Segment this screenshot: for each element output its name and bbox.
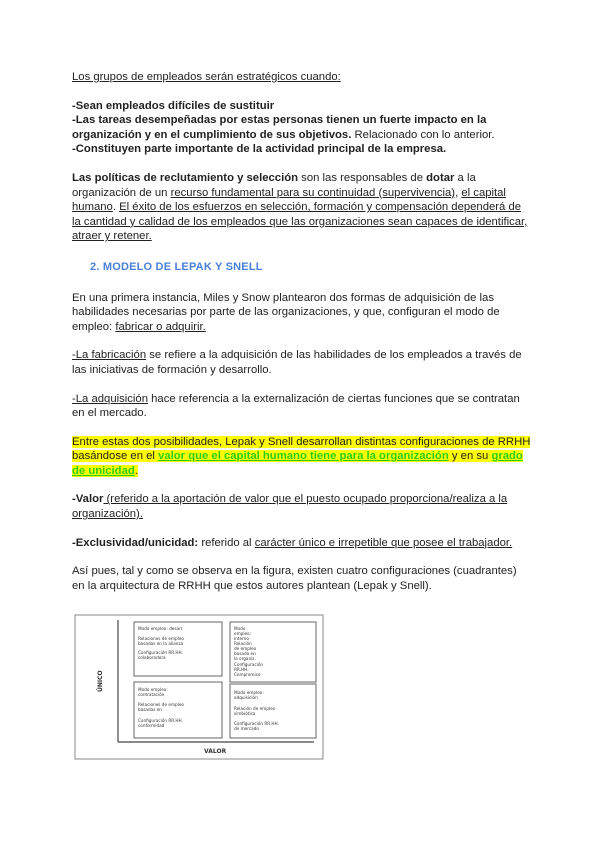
instance-underlined: fabricar o adquirir. <box>115 320 206 333</box>
q2-line: interno <box>234 636 249 641</box>
q4-line: Configuración RR.HH. <box>234 721 279 726</box>
intro-text: Los grupos de empleados serán estratégicos cuando: <box>72 71 341 83</box>
y-axis-label: ÚNICO <box>97 670 104 692</box>
q1-line: Configuración RR.HH. <box>138 650 183 655</box>
instance-paragraph <box>72 291 532 335</box>
q3-line: Relaciones de empleo <box>138 702 184 707</box>
document-page <box>72 70 532 593</box>
highlight-green-2: grado de unicidad <box>72 450 523 477</box>
highlight-a: Entre estas dos posibilidades, Lepak y Snell desarrollan distintas configuraciones de RRHH basándose en el <box>72 435 531 463</box>
bullet-3 <box>72 142 532 157</box>
highlight-paragraph <box>72 435 532 479</box>
exclusividad-paragraph <box>72 536 532 551</box>
lepak-snell-figure <box>74 614 324 760</box>
policies-d: . <box>112 201 120 214</box>
intro-line <box>72 70 532 85</box>
section-heading: 2. MODELO DE LEPAK Y SNELL <box>90 260 263 273</box>
highlight-green-1: valor que el capital humano tiene para la organización <box>158 450 449 463</box>
policies-paragraph <box>72 171 532 244</box>
figure-border <box>75 615 323 759</box>
policies-u1: recurso fundamental para su continuidad (supervivencia) <box>170 186 456 199</box>
x-axis-label: VALOR <box>204 748 227 755</box>
bullet-2-rest: Relacionado con lo anterior. <box>351 128 495 141</box>
q4-line: simbiótica <box>234 711 256 716</box>
bullet-1-text: -Sean empleados difíciles de sustituir <box>72 99 275 112</box>
fabricacion-term: -La fabricación <box>72 349 147 362</box>
highlight-c: . <box>134 464 138 477</box>
q2-line: Compromiso <box>234 672 261 677</box>
q2-line: Configuración <box>234 662 264 667</box>
q2-line: de empleo <box>234 646 257 651</box>
policies-u3: El éxito de los esfuerzos en selección, formación y compensación dependerá de la cantidad y calidad de los empleados que las organizaciones sean capaces de identificar, atraer y retener. <box>72 201 528 243</box>
q3-line: basadas en <box>138 707 162 712</box>
policies-b: a la organización de un <box>72 171 476 199</box>
instance-text: En una primera instancia, Miles y Snow plantearon dos formas de adquisición de las habilidades necesarias por parte de las organizaciones, y que, configuran el modo de empleo: <box>72 291 500 333</box>
exclusividad-text: carácter único e irrepetible que posee el trabajador. <box>254 536 513 549</box>
q3-line: Modo empleo: <box>138 687 168 692</box>
q1-line: Modo empleo: desarr. <box>138 626 184 631</box>
final-paragraph: Así pues, tal y como se observa en la figura, existen cuatro configuraciones (cuadrantes) en la arquitectura de RRHH que estos autores plantean (Lepak y Snell). <box>72 565 517 592</box>
bullet-2 <box>72 113 532 142</box>
q3-line: Configuración RR.HH. <box>138 718 183 723</box>
bullet-1 <box>72 99 532 114</box>
adquisicion-text: hace referencia a la externalización de ciertas funciones que se contratan en el mercado. <box>72 392 520 420</box>
q3-line: conformidad <box>138 723 165 728</box>
q2-line: la organiz. <box>234 656 256 661</box>
exclusividad-a: referido al <box>198 536 255 549</box>
valor-paragraph <box>72 492 532 521</box>
q4-line: Relación de empleo <box>234 706 276 711</box>
valor-text: (referido a la aportación de valor que el puesto ocupado proporciona/realiza a la organización). <box>72 493 508 521</box>
highlight-b: y en su <box>448 450 492 463</box>
policies-a: son las responsables de <box>298 171 427 184</box>
fabricacion-paragraph <box>72 348 532 377</box>
q2-line: basada en <box>234 651 256 656</box>
q4-line: adquisición <box>234 695 258 700</box>
bullet-3-text: -Constituyen parte importante de la actividad principal de la empresa. <box>72 143 447 156</box>
policies-dotar: dotar <box>426 171 455 184</box>
fabricacion-text: se refiere a la adquisición de las habilidades de los empleados a través de las iniciativas de formación y desarrollo. <box>72 349 522 376</box>
q2-line: empleo: <box>234 631 252 636</box>
q1-line: basadas en la alianza <box>138 641 184 646</box>
quadrant-diagram <box>74 614 324 760</box>
q2-line: Modo <box>234 626 246 631</box>
adquisicion-paragraph <box>72 392 532 421</box>
policies-bold: Las políticas de reclutamiento y selección <box>72 171 299 184</box>
exclusividad-term: -Exclusividad/unicidad: <box>72 536 199 549</box>
valor-term: -Valor <box>72 493 104 506</box>
q2-line: Relación <box>234 641 252 646</box>
q3-line: contratación <box>138 692 165 697</box>
policies-c: , <box>455 186 462 199</box>
q4-line: Modo empleo: <box>234 690 264 695</box>
q2-line: RR.HH. <box>234 667 249 672</box>
q1-line: colaboradora <box>138 655 166 660</box>
bullet-2-bold: -Las tareas desempeñadas por estas personas tienen un fuerte impacto en la organización y en el cumplimiento de sus objetivos. <box>72 114 487 141</box>
adquisicion-term: -La adquisición <box>72 392 148 405</box>
q4-line: de mercado <box>234 726 259 731</box>
q1-line: Relaciones de empleo <box>138 636 184 641</box>
policies-u2: el capital humano <box>72 186 506 214</box>
